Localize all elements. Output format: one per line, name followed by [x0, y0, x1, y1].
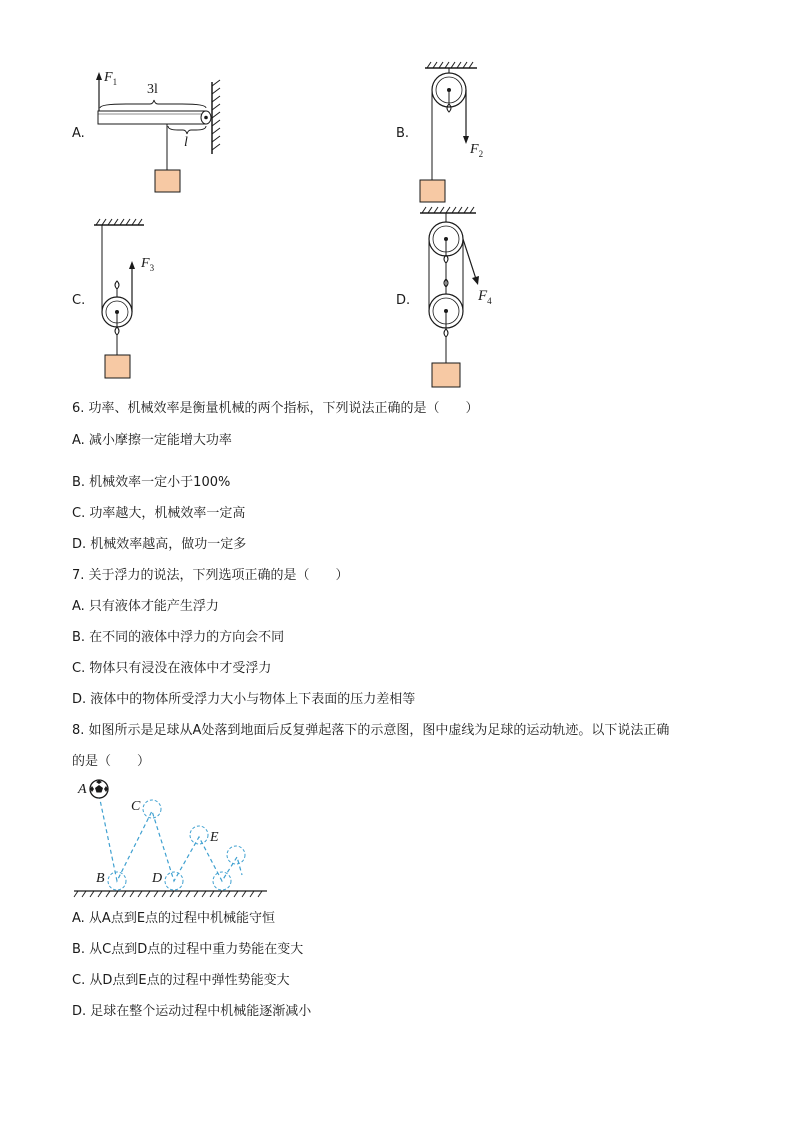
weight-block-d	[432, 363, 460, 387]
option-b-letter: B.	[396, 126, 410, 141]
weight-block-a	[155, 170, 180, 192]
q6-option-d: D. 机械效率越高，做功一定多	[72, 537, 247, 552]
q8-option-b: B. 从C点到D点的过程中重力势能在变大	[72, 942, 304, 957]
option-c-letter: C.	[72, 293, 86, 308]
force-f2-label: $F_2$	[470, 142, 484, 159]
football-icon	[90, 780, 108, 798]
q6-option-b: B. 机械效率一定小于100%	[72, 475, 231, 490]
force-f1-label: $F_1$	[104, 70, 118, 87]
length-3l-label: 3l	[147, 82, 158, 97]
wall-hatch	[212, 80, 220, 150]
weight-block-c	[105, 355, 130, 378]
brace-3l	[100, 100, 206, 108]
q8-option-d: D. 足球在整个运动过程中机械能逐渐减小	[72, 1004, 312, 1019]
label-c: C	[131, 799, 141, 814]
ball-position-c	[143, 800, 161, 818]
q6-option-a: A. 减小摩擦一定能增大功率	[72, 433, 232, 448]
movable-pulley-diagram-c	[88, 215, 168, 385]
q7-option-a: A. 只有液体才能产生浮力	[72, 599, 219, 614]
ball-position	[227, 846, 245, 864]
fixed-pulley-diagram-b	[415, 58, 505, 208]
q8-stem-line2: 的是（ ）	[72, 754, 151, 769]
force-f3-label: $F_3$	[141, 256, 155, 273]
label-e: E	[210, 830, 219, 845]
q8-stem-line1: 8. 如图所示是足球从A处落到地面后反复弹起落下的示意图，图中虚线为足球的运动轨迹。以下说法正确	[72, 723, 670, 738]
length-l-label: l	[184, 135, 188, 150]
ball-position-e	[190, 826, 208, 844]
option-d-letter: D.	[396, 293, 411, 308]
label-b: B	[96, 871, 105, 886]
lever-bar	[98, 111, 206, 124]
trajectory-line	[99, 795, 242, 881]
weight-block-b	[420, 180, 445, 202]
ground-hatch	[74, 891, 262, 897]
label-d: D	[152, 871, 163, 886]
q7-option-b: B. 在不同的液体中浮力的方向会不同	[72, 630, 285, 645]
q7-option-d: D. 液体中的物体所受浮力大小与物体上下表面的压力差相等	[72, 692, 416, 707]
label-a: A	[78, 782, 87, 797]
brace-l	[168, 126, 206, 134]
q8-option-c: C. 从D点到E点的过程中弹性势能变大	[72, 973, 290, 988]
q8-option-a: A. 从A点到E点的过程中机械能守恒	[72, 911, 276, 926]
pulley-block-diagram-d	[414, 203, 514, 393]
q7-stem: 7. 关于浮力的说法，下列选项正确的是（ ）	[72, 568, 349, 583]
force-f4-arrow	[463, 239, 476, 279]
option-a-letter: A.	[72, 126, 85, 141]
q6-stem: 6. 功率、机械效率是衡量机械的两个指标，下列说法正确的是（ ）	[72, 401, 479, 416]
q7-option-c: C. 物体只有浸没在液体中才受浮力	[72, 661, 272, 676]
force-f4-label: $F_4$	[478, 288, 492, 306]
q6-option-c: C. 功率越大，机械效率一定高	[72, 506, 246, 521]
